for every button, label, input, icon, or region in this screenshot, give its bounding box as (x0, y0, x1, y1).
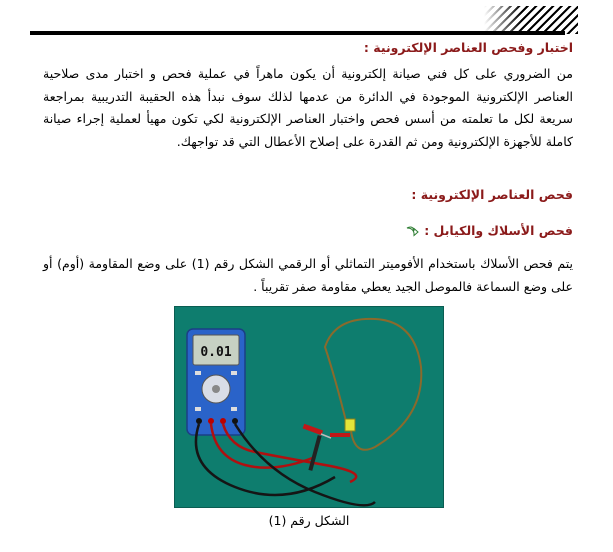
section-title: اختبار وفحص العناصر الإلكترونية : (363, 40, 573, 55)
header-rule (30, 31, 565, 35)
figure-caption: الشكل رقم (1) (268, 513, 350, 528)
arrow-bullet-icon (406, 225, 420, 237)
red-probe (303, 424, 324, 436)
multimeter-photo (174, 306, 444, 508)
meter-reading: 0.01 (200, 345, 232, 360)
intro-paragraph: من الضروري على كل فني صيانة إلكترونية أن يكون ماهراً في عملية فحص و اختبار مدى صلاحية العناصر الإلكترونية الموجودة في الدائرة من عدمها لذلك سوف نبدأ هذه الحقيبة التدريبية بمراجعة سريعة لكل ما تعلمته من أسس فحص واختبار العناصر الإلكترونية لكي تكون مهيأ لعملية إجراء صيانة كاملة للأجهزة الإلكترونية ومن ثم القدرة على إصلاح الأعطال التي قد تواجهك. (43, 66, 573, 149)
topic-title: فحص الأسلاك والكيابل : (424, 223, 573, 238)
black-probe (308, 435, 321, 471)
subsection-title: فحص العناصر الإلكترونية : (411, 187, 573, 202)
yellow-clip (345, 419, 355, 431)
topic-paragraph: يتم فحص الأسلاك باستخدام الأفوميتر التماثلي أو الرقمي الشكل رقم (1) على وضع المقاومة (أوم) أو على وضع السماعة فالموصل الجيد يعطي مقاومة صفر تقريباً . (43, 256, 573, 294)
topic-heading (406, 223, 573, 238)
header-decoration (484, 6, 578, 34)
test-wire (325, 319, 421, 450)
